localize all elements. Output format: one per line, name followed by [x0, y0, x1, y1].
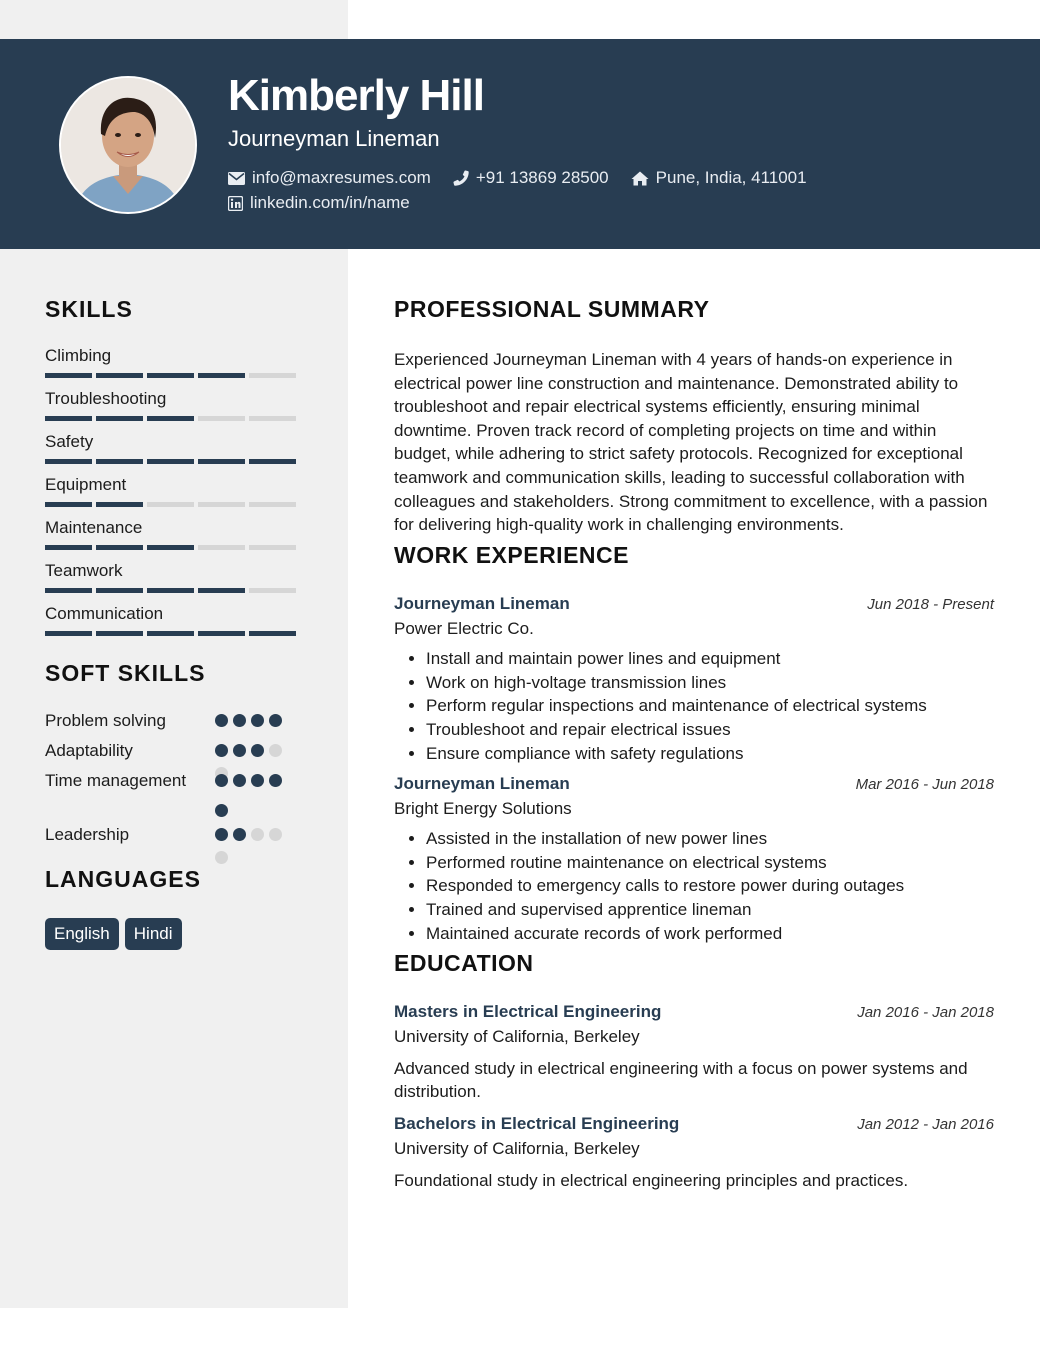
skill-name: Equipment: [45, 475, 127, 494]
skill-level-bar: [45, 502, 305, 507]
sidebar: [45, 294, 305, 950]
skill-level-segment: [147, 416, 194, 421]
skill-level-segment: [249, 459, 296, 464]
soft-skill-name: Time management: [45, 771, 187, 790]
language-badge: Hindi: [125, 918, 182, 950]
rating-dot: [233, 714, 246, 727]
job-company: Bright Energy Solutions: [394, 798, 572, 818]
education-entry: [394, 1112, 994, 1193]
education-header: [394, 1000, 994, 1025]
soft-skills-heading: SOFT SKILLS: [45, 660, 206, 686]
skill-level-bar: [45, 631, 305, 636]
skill-level-segment: [96, 502, 143, 507]
job-bullet: • Ensure compliance with safety regulations: [426, 742, 994, 766]
job-header: [394, 592, 994, 617]
skill-level-segment: [45, 502, 92, 507]
soft-skill-name: Adaptability: [45, 741, 133, 760]
skill-name: Safety: [45, 432, 94, 451]
phone-icon: [453, 170, 469, 186]
education-list: [394, 1000, 994, 1193]
education-school: University of California, Berkeley: [394, 1138, 640, 1158]
soft-skill-name: Problem solving: [45, 711, 166, 730]
skill-item: [45, 388, 305, 431]
avatar: [59, 76, 197, 214]
job-bullet: • Install and maintain power lines and equipment: [426, 647, 994, 671]
linkedin-text: linkedin.com/in/name: [250, 193, 410, 212]
job-entry: [394, 592, 994, 766]
skill-item: [45, 431, 305, 474]
candidate-title: Journeyman Lineman: [228, 126, 440, 151]
home-icon: [631, 171, 649, 186]
skill-level-segment: [96, 631, 143, 636]
skill-level-segment: [198, 373, 245, 378]
rating-dot: [233, 828, 246, 841]
rating-dot: [215, 744, 228, 757]
soft-skill-rating: [215, 709, 295, 739]
resume-header: [0, 39, 1040, 249]
job-dates: Jun 2018 - Present: [867, 595, 994, 613]
linkedin-icon: [228, 196, 243, 211]
experience-heading: WORK EXPERIENCE: [394, 541, 629, 568]
skill-level-segment: [45, 588, 92, 593]
skill-level-segment: [45, 631, 92, 636]
rating-dot: [215, 804, 228, 817]
skill-level-segment: [147, 373, 194, 378]
job-bullet: • Responded to emergency calls to restore power during outages: [426, 874, 994, 898]
skill-level-segment: [96, 459, 143, 464]
skill-level-segment: [249, 588, 296, 593]
education-description: Advanced study in electrical engineering with a focus on power systems and distribution.: [394, 1058, 968, 1102]
education-entry: [394, 1000, 994, 1104]
soft-skills-list: [45, 709, 305, 864]
job-header: [394, 772, 994, 797]
rating-dot: [269, 744, 282, 757]
skill-level-segment: [198, 502, 245, 507]
skill-level-segment: [147, 502, 194, 507]
email-text: info@maxresumes.com: [252, 168, 431, 187]
job-dates: Mar 2016 - Jun 2018: [855, 775, 994, 793]
education-degree: Masters in Electrical Engineering: [394, 1001, 662, 1021]
skill-item: [45, 603, 305, 646]
skill-level-segment: [147, 631, 194, 636]
job-bullet: • Troubleshoot and repair electrical issues: [426, 718, 994, 742]
rating-dot: [251, 714, 264, 727]
skill-level-segment: [147, 459, 194, 464]
skill-name: Communication: [45, 604, 164, 623]
rating-dot: [251, 828, 264, 841]
skills-list: [45, 345, 305, 646]
skill-level-segment: [249, 545, 296, 550]
rating-dot: [269, 714, 282, 727]
soft-skill-item: [45, 823, 305, 864]
rating-dot: [215, 851, 228, 864]
job-role: Journeyman Lineman: [394, 593, 570, 613]
skill-level-segment: [45, 545, 92, 550]
soft-skill-rating: [215, 739, 295, 769]
rating-dot: [251, 774, 264, 787]
skill-name: Troubleshooting: [45, 389, 167, 408]
job-entry: [394, 772, 994, 946]
candidate-name: Kimberly Hill: [228, 71, 484, 120]
education-dates: Jan 2012 - Jan 2016: [857, 1115, 994, 1133]
job-role: Journeyman Lineman: [394, 773, 570, 793]
skill-name: Climbing: [45, 346, 112, 365]
location-text: Pune, India, 411001: [655, 168, 807, 187]
languages-list: [45, 918, 305, 950]
location-contact: [631, 166, 807, 190]
linkedin-contact[interactable]: [228, 191, 410, 215]
rating-dot: [251, 744, 264, 757]
job-bullet: • Trained and supervised apprentice lineman: [426, 898, 994, 922]
soft-skill-rating: [215, 823, 295, 864]
skill-level-bar: [45, 459, 305, 464]
skill-level-segment: [249, 631, 296, 636]
skill-level-segment: [249, 416, 296, 421]
skill-level-segment: [96, 373, 143, 378]
skill-level-segment: [198, 416, 245, 421]
skill-level-bar: [45, 588, 305, 593]
soft-skill-rating: [215, 769, 295, 823]
experience-list: [394, 592, 994, 946]
skill-level-segment: [198, 588, 245, 593]
phone-text: +91 13869 28500: [475, 168, 609, 187]
soft-skill-name: Leadership: [45, 825, 130, 844]
skill-level-segment: [198, 631, 245, 636]
languages-heading: LANGUAGES: [45, 866, 201, 892]
skill-name: Teamwork: [45, 561, 123, 580]
rating-dot: [233, 774, 246, 787]
job-bullet: • Work on high-voltage transmission lines: [426, 671, 994, 695]
skill-level-segment: [198, 459, 245, 464]
skill-item: [45, 517, 305, 560]
education-school: University of California, Berkeley: [394, 1026, 640, 1046]
main-content: [394, 294, 994, 1193]
skill-item: [45, 560, 305, 603]
education-dates: Jan 2016 - Jan 2018: [857, 1003, 994, 1021]
skill-level-segment: [147, 545, 194, 550]
job-bullets: [394, 647, 994, 766]
rating-dot: [215, 774, 228, 787]
email-contact[interactable]: [228, 166, 431, 190]
skill-level-bar: [45, 416, 305, 421]
soft-skill-item: [45, 739, 305, 769]
education-header: [394, 1112, 994, 1137]
skill-level-segment: [198, 545, 245, 550]
skill-item: [45, 345, 305, 388]
job-bullet: • Maintained accurate records of work performed: [426, 922, 994, 946]
phone-contact[interactable]: [453, 166, 609, 190]
skill-level-segment: [96, 588, 143, 593]
skill-name: Maintenance: [45, 518, 143, 537]
skill-level-segment: [45, 459, 92, 464]
job-bullet: • Performed routine maintenance on electrical systems: [426, 851, 994, 875]
education-degree: Bachelors in Electrical Engineering: [394, 1113, 680, 1133]
rating-dot: [269, 828, 282, 841]
skill-level-bar: [45, 545, 305, 550]
job-bullets: [394, 827, 994, 946]
skill-level-segment: [249, 373, 296, 378]
rating-dot: [215, 828, 228, 841]
job-company: Power Electric Co.: [394, 618, 534, 638]
rating-dot: [215, 714, 228, 727]
skill-level-segment: [96, 545, 143, 550]
skill-level-segment: [249, 502, 296, 507]
education-heading: EDUCATION: [394, 949, 534, 976]
rating-dot: [233, 744, 246, 757]
job-bullet: • Assisted in the installation of new power lines: [426, 827, 994, 851]
soft-skill-item: [45, 709, 305, 739]
summary-text: Experienced Journeyman Lineman with 4 years of hands-on experience in electrical power line construction and maintenance. Demonstrated ability to troubleshoot and repair electrical systems efficiently, ensuring minimal downtime. Proven track record of completing projects on time and within budget, while adhering to strict safety protocols. Recognized for exceptional teamwork and communication skills, leading to successful collaboration with colleagues and stakeholders. Strong commitment to excellence, with a passion for delivering high-quality work in challenging environments.: [394, 350, 988, 535]
skill-level-segment: [96, 416, 143, 421]
contact-info: [228, 166, 1008, 215]
rating-dot: [269, 774, 282, 787]
skills-heading: SKILLS: [45, 296, 133, 322]
education-description: Foundational study in electrical engineering principles and practices.: [394, 1170, 909, 1190]
language-badge: English: [45, 918, 119, 950]
skill-item: [45, 474, 305, 517]
soft-skill-item: [45, 769, 305, 823]
envelope-icon: [228, 172, 245, 185]
skill-level-segment: [45, 416, 92, 421]
skill-level-segment: [45, 373, 92, 378]
skill-level-segment: [147, 588, 194, 593]
skill-level-bar: [45, 373, 305, 378]
summary-heading: PROFESSIONAL SUMMARY: [394, 296, 710, 322]
job-bullet: • Perform regular inspections and maintenance of electrical systems: [426, 694, 994, 718]
